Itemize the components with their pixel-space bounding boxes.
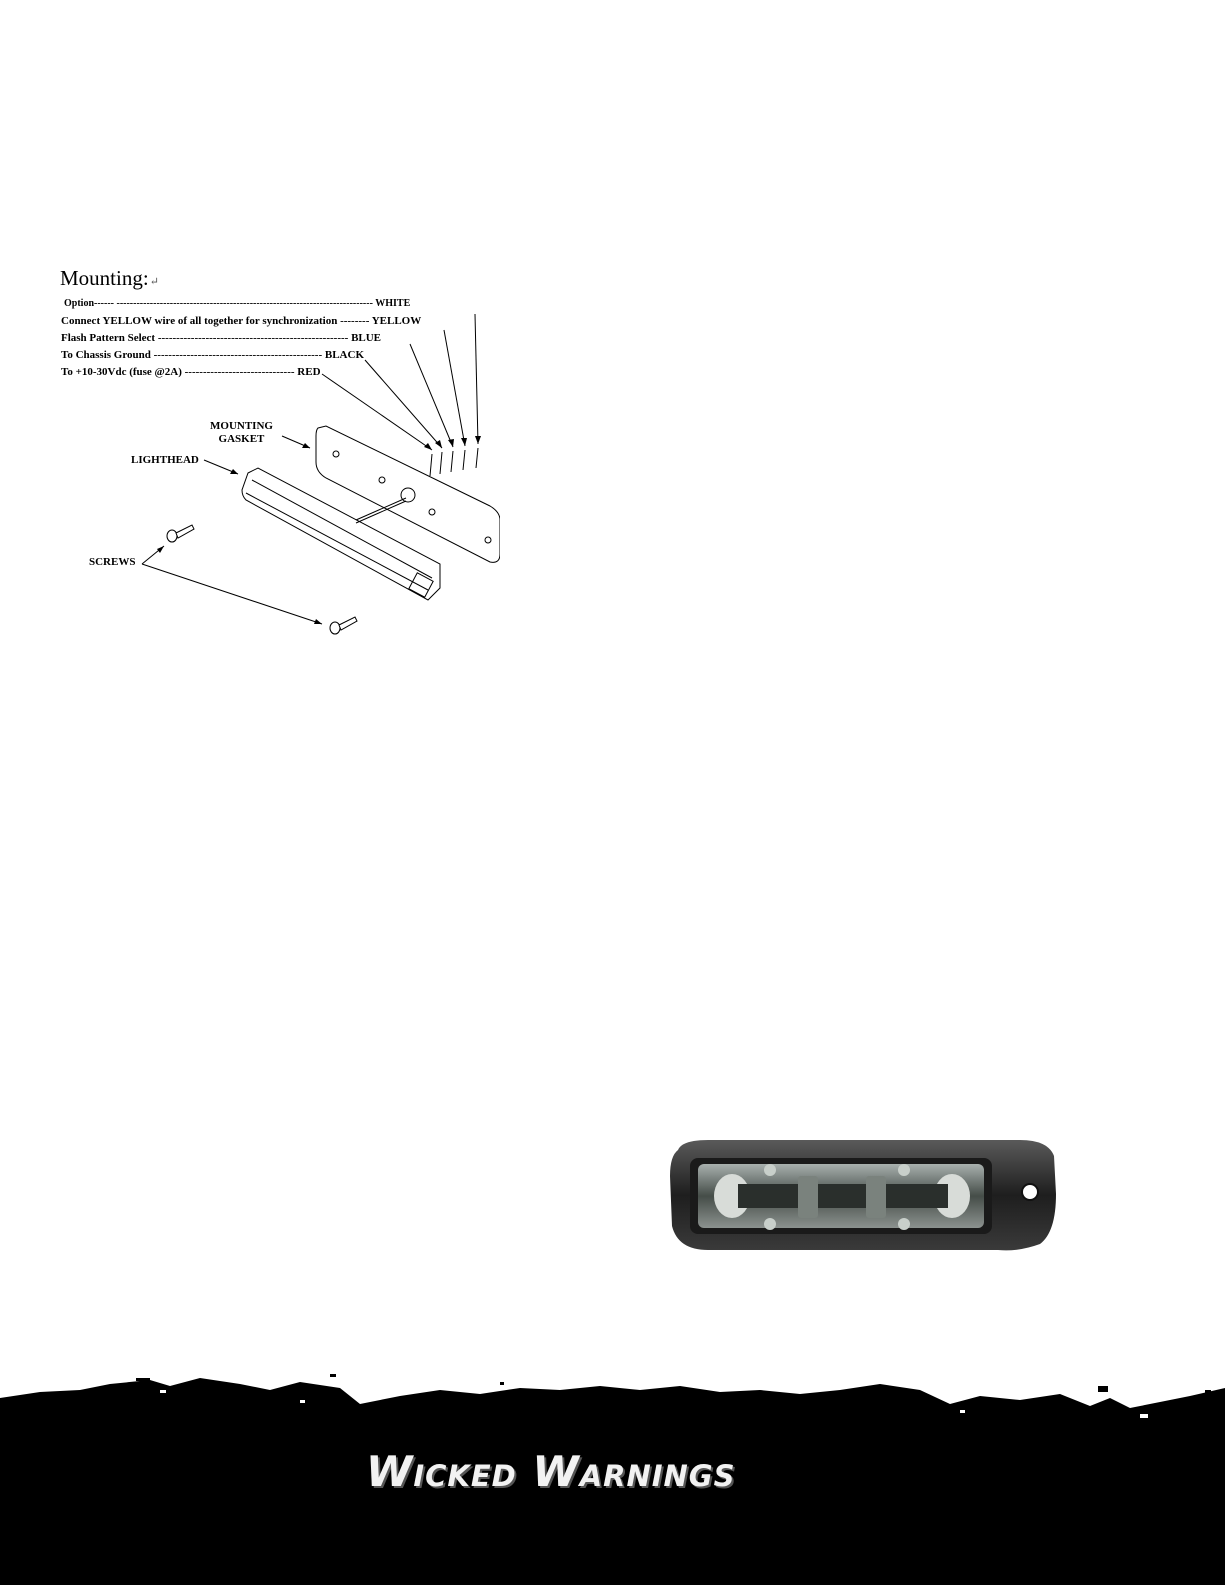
mounting-illustration (60, 268, 500, 648)
mounting-title-text: Mounting: (60, 266, 149, 290)
lighthead-label: LIGHTHEAD (131, 454, 199, 466)
paragraph-mark: ↵ (149, 276, 159, 288)
wire-red-label: To +10-30Vdc (fuse @2A) ------------------------------ RED (61, 366, 321, 378)
wire-white-label: Option------ ----------------------------------------------------------------------------- WHITE (64, 298, 411, 309)
mounting-diagram (60, 268, 500, 648)
wire-yellow-label: Connect YELLOW wire of all together for synchronization -------- YELLOW (61, 315, 422, 327)
led-lighthead-photo (668, 1136, 1060, 1256)
mounting-gasket-label: MOUNTING GASKET (210, 420, 273, 446)
screws-label: SCREWS (89, 556, 136, 568)
wire-blue-label: Flash Pattern Select ---------------------------------------------------- BLUE (61, 332, 382, 344)
brand-logo-text: Wicked Warnings (366, 1447, 736, 1496)
wire-black-label: To Chassis Ground ---------------------------------------------- BLACK (61, 349, 364, 361)
